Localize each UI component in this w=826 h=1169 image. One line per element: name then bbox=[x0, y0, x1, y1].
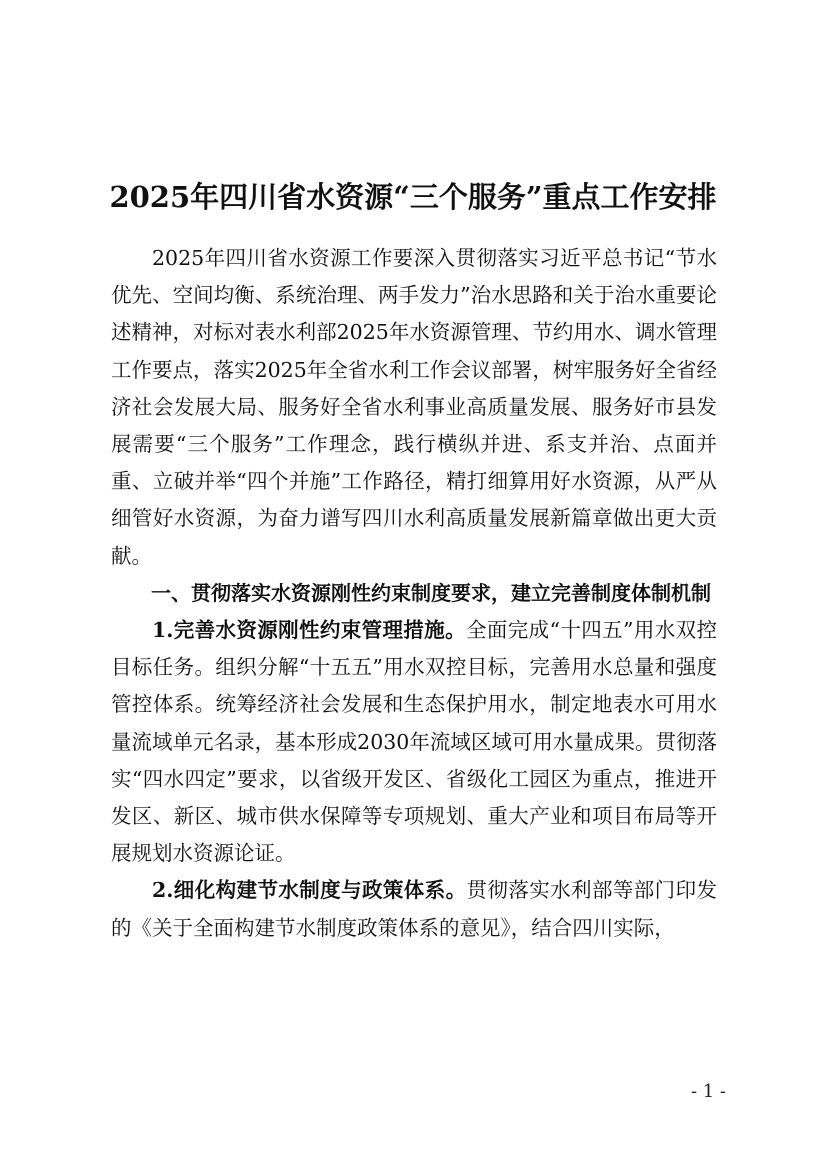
item-2-text: 贯彻落实水利部等部门印发的《关于全面构建节水制度政策体系的意见》，结合四川实际， bbox=[111, 878, 717, 940]
section-heading-1: 一、贯彻落实水资源刚性约束制度要求，建立完善制度体制机制 bbox=[151, 580, 711, 605]
document-title: 2025年四川省水资源“三个服务”重点工作安排 bbox=[109, 180, 717, 215]
item-1-lead: 1.完善水资源刚性约束管理措施。 bbox=[152, 618, 467, 643]
item-1-text: 全面完成“十四五”用水双控目标任务。组织分解“十五五”用水双控目标，完善用水总量和强度管控体系。统筹经济社会发展和生态保护用水，制定地表水可用水量流域单元名录，基本形成2030年流域区域可用水量成果。贯彻落实“四水四定”要求，以省级开发区、省级化工园区为重点，推进开发区、新区、城市供水保障等专项规划、重大产业和项目布局等开展规划水资源论证。 bbox=[111, 618, 717, 866]
item-1-paragraph bbox=[111, 612, 717, 872]
intro-paragraph: 2025年四川省水资源工作要深入贯彻落实习近平总书记“节水优先、空间均衡、系统治理、两手发力”治水思路和关于治水重要论述精神，对标对表水利部2025年水资源管理、节约用水、调水管理工作要点，落实2025年全省水利工作会议部署，树牢服务好全省经济社会发展大局、服务好全省水利事业高质量发展、服务好市县发展需要“三个服务”工作理念，践行横纵并进、系支并治、点面并重、立破并举“四个并施”工作路径，精打细算用好水资源，从严从细管好水资源，为奋力谱写四川水利高质量发展新篇章做出更大贡献。 bbox=[111, 246, 717, 568]
item-2-paragraph bbox=[111, 872, 717, 946]
page-number: - 1 - bbox=[690, 1081, 726, 1102]
document-body bbox=[111, 240, 717, 947]
item-2-lead: 2.细化构建节水制度与政策体系。 bbox=[152, 878, 467, 903]
